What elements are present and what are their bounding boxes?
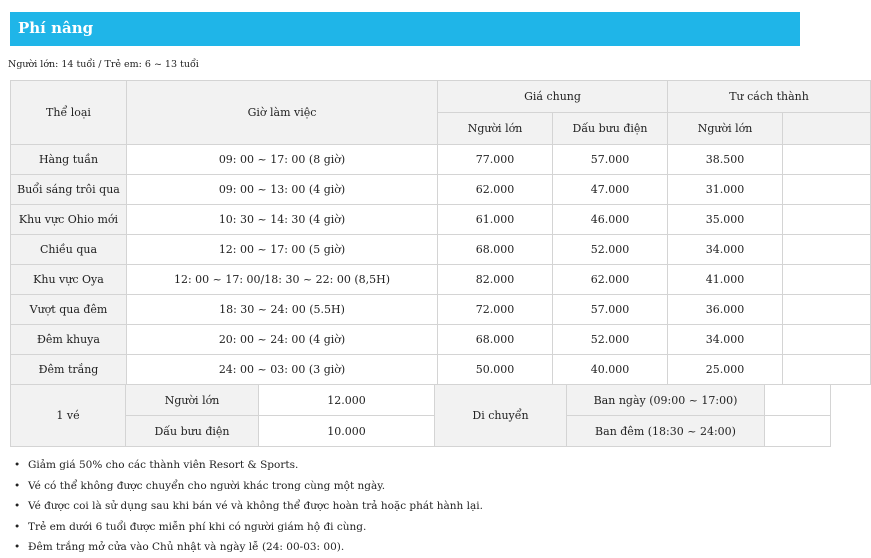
list-item bbox=[14, 517, 483, 538]
row-senior-price: 52.000 bbox=[553, 235, 668, 265]
list-item bbox=[14, 476, 483, 497]
notes-list bbox=[14, 455, 483, 558]
row-hours: 18: 30 ~ 24: 00 (5.5H) bbox=[127, 295, 438, 325]
row-member-other-price bbox=[783, 205, 871, 235]
row-member-other-price bbox=[783, 265, 871, 295]
row-member-adult-price: 34.000 bbox=[668, 325, 783, 355]
row-hours: 12: 00 ~ 17: 00/18: 30 ~ 22: 00 (8,5H) bbox=[127, 265, 438, 295]
price-table-container bbox=[10, 80, 809, 385]
row-senior-price: 62.000 bbox=[553, 265, 668, 295]
note-text: Giảm giá 50% cho các thành viên Resort & Sports. bbox=[28, 459, 299, 471]
price-table bbox=[10, 80, 871, 385]
row-member-adult-price: 35.000 bbox=[668, 205, 783, 235]
table-row bbox=[11, 325, 871, 355]
column-header-member-adult: Người lớn bbox=[668, 113, 783, 145]
bullet-icon: • bbox=[14, 520, 21, 533]
row-category: Hàng tuần bbox=[11, 145, 127, 175]
ticket-day-label: Ban ngày (09:00 ~ 17:00) bbox=[567, 385, 765, 416]
bullet-icon: • bbox=[14, 541, 21, 553]
column-header-adult: Người lớn bbox=[438, 113, 553, 145]
table-row bbox=[11, 205, 871, 235]
section-header bbox=[10, 12, 800, 46]
row-adult-price: 72.000 bbox=[438, 295, 553, 325]
row-member-other-price bbox=[783, 355, 871, 385]
list-item bbox=[14, 496, 483, 517]
ticket-night-label: Ban đêm (18:30 ~ 24:00) bbox=[567, 416, 765, 447]
ticket-adult-price: 12.000 bbox=[259, 385, 435, 416]
note-text: Trẻ em dưới 6 tuổi được miễn phí khi có người giám hộ đi cùng. bbox=[28, 520, 367, 533]
row-hours: 09: 00 ~ 17: 00 (8 giờ) bbox=[127, 145, 438, 175]
ticket-move-label: Di chuyển bbox=[435, 385, 567, 447]
ticket-adult-label: Người lớn bbox=[126, 385, 259, 416]
row-category: Khu vực Oya bbox=[11, 265, 127, 295]
column-header-hours: Giờ làm việc bbox=[127, 81, 438, 145]
column-header-member-other bbox=[783, 113, 871, 145]
row-category: Vượt qua đêm bbox=[11, 295, 127, 325]
age-definition-note: Người lớn: 14 tuổi / Trẻ em: 6 ~ 13 tuổi bbox=[8, 59, 199, 70]
note-text: Vé có thể không được chuyển cho người khác trong cùng một ngày. bbox=[28, 479, 386, 492]
row-senior-price: 47.000 bbox=[553, 175, 668, 205]
row-member-adult-price: 38.500 bbox=[668, 145, 783, 175]
section-title: Phí nâng bbox=[18, 19, 94, 37]
row-adult-price: 68.000 bbox=[438, 325, 553, 355]
note-text: Vé được coi là sử dụng sau khi bán vé và không thể được hoàn trả hoặc phát hành lại. bbox=[28, 500, 483, 512]
row-member-other-price bbox=[783, 175, 871, 205]
row-member-adult-price: 31.000 bbox=[668, 175, 783, 205]
bullet-icon: • bbox=[14, 500, 21, 512]
row-member-adult-price: 34.000 bbox=[668, 235, 783, 265]
row-senior-price: 46.000 bbox=[553, 205, 668, 235]
table-row bbox=[11, 295, 871, 325]
row-adult-price: 50.000 bbox=[438, 355, 553, 385]
row-category: Đêm khuya bbox=[11, 325, 127, 355]
price-table-header-row bbox=[11, 81, 871, 113]
single-ticket-label: 1 vé bbox=[11, 385, 126, 447]
row-adult-price: 82.000 bbox=[438, 265, 553, 295]
column-group-member-price: Tư cách thành bbox=[668, 81, 871, 113]
row-member-adult-price: 36.000 bbox=[668, 295, 783, 325]
ticket-senior-price: 10.000 bbox=[259, 416, 435, 447]
column-header-category: Thể loại bbox=[11, 81, 127, 145]
single-ticket-table-container bbox=[10, 384, 800, 448]
list-item bbox=[14, 455, 483, 476]
row-member-adult-price: 41.000 bbox=[668, 265, 783, 295]
ticket-day-value bbox=[765, 385, 831, 416]
list-item bbox=[14, 537, 483, 558]
row-category: Đêm trắng bbox=[11, 355, 127, 385]
row-hours: 10: 30 ~ 14: 30 (4 giờ) bbox=[127, 205, 438, 235]
row-senior-price: 57.000 bbox=[553, 295, 668, 325]
row-hours: 20: 00 ~ 24: 00 (4 giờ) bbox=[127, 325, 438, 355]
table-row bbox=[11, 145, 871, 175]
table-row bbox=[11, 265, 871, 295]
table-row bbox=[11, 235, 871, 265]
row-senior-price: 57.000 bbox=[553, 145, 668, 175]
ticket-row-senior bbox=[11, 416, 831, 447]
row-member-other-price bbox=[783, 295, 871, 325]
row-category: Chiều qua bbox=[11, 235, 127, 265]
note-text: Đêm trắng mở cửa vào Chủ nhật và ngày lễ (24: 00-03: 00). bbox=[28, 541, 345, 553]
single-ticket-table bbox=[10, 384, 831, 447]
table-row bbox=[11, 175, 871, 205]
row-senior-price: 40.000 bbox=[553, 355, 668, 385]
row-hours: 09: 00 ~ 13: 00 (4 giờ) bbox=[127, 175, 438, 205]
row-member-other-price bbox=[783, 145, 871, 175]
row-adult-price: 62.000 bbox=[438, 175, 553, 205]
row-senior-price: 52.000 bbox=[553, 325, 668, 355]
row-adult-price: 68.000 bbox=[438, 235, 553, 265]
row-member-other-price bbox=[783, 235, 871, 265]
bullet-icon: • bbox=[14, 459, 21, 471]
row-member-other-price bbox=[783, 325, 871, 355]
column-group-general-price: Giá chung bbox=[438, 81, 668, 113]
row-adult-price: 61.000 bbox=[438, 205, 553, 235]
ticket-senior-label: Dấu bưu điện bbox=[126, 416, 259, 447]
row-adult-price: 77.000 bbox=[438, 145, 553, 175]
price-table-body bbox=[11, 145, 871, 385]
bullet-icon: • bbox=[14, 479, 21, 492]
ticket-night-value bbox=[765, 416, 831, 447]
ticket-row-adult bbox=[11, 385, 831, 416]
column-header-senior: Dấu bưu điện bbox=[553, 113, 668, 145]
row-category: Buổi sáng trôi qua bbox=[11, 175, 127, 205]
row-member-adult-price: 25.000 bbox=[668, 355, 783, 385]
table-row bbox=[11, 355, 871, 385]
row-hours: 24: 00 ~ 03: 00 (3 giờ) bbox=[127, 355, 438, 385]
row-category: Khu vực Ohio mới bbox=[11, 205, 127, 235]
row-hours: 12: 00 ~ 17: 00 (5 giờ) bbox=[127, 235, 438, 265]
